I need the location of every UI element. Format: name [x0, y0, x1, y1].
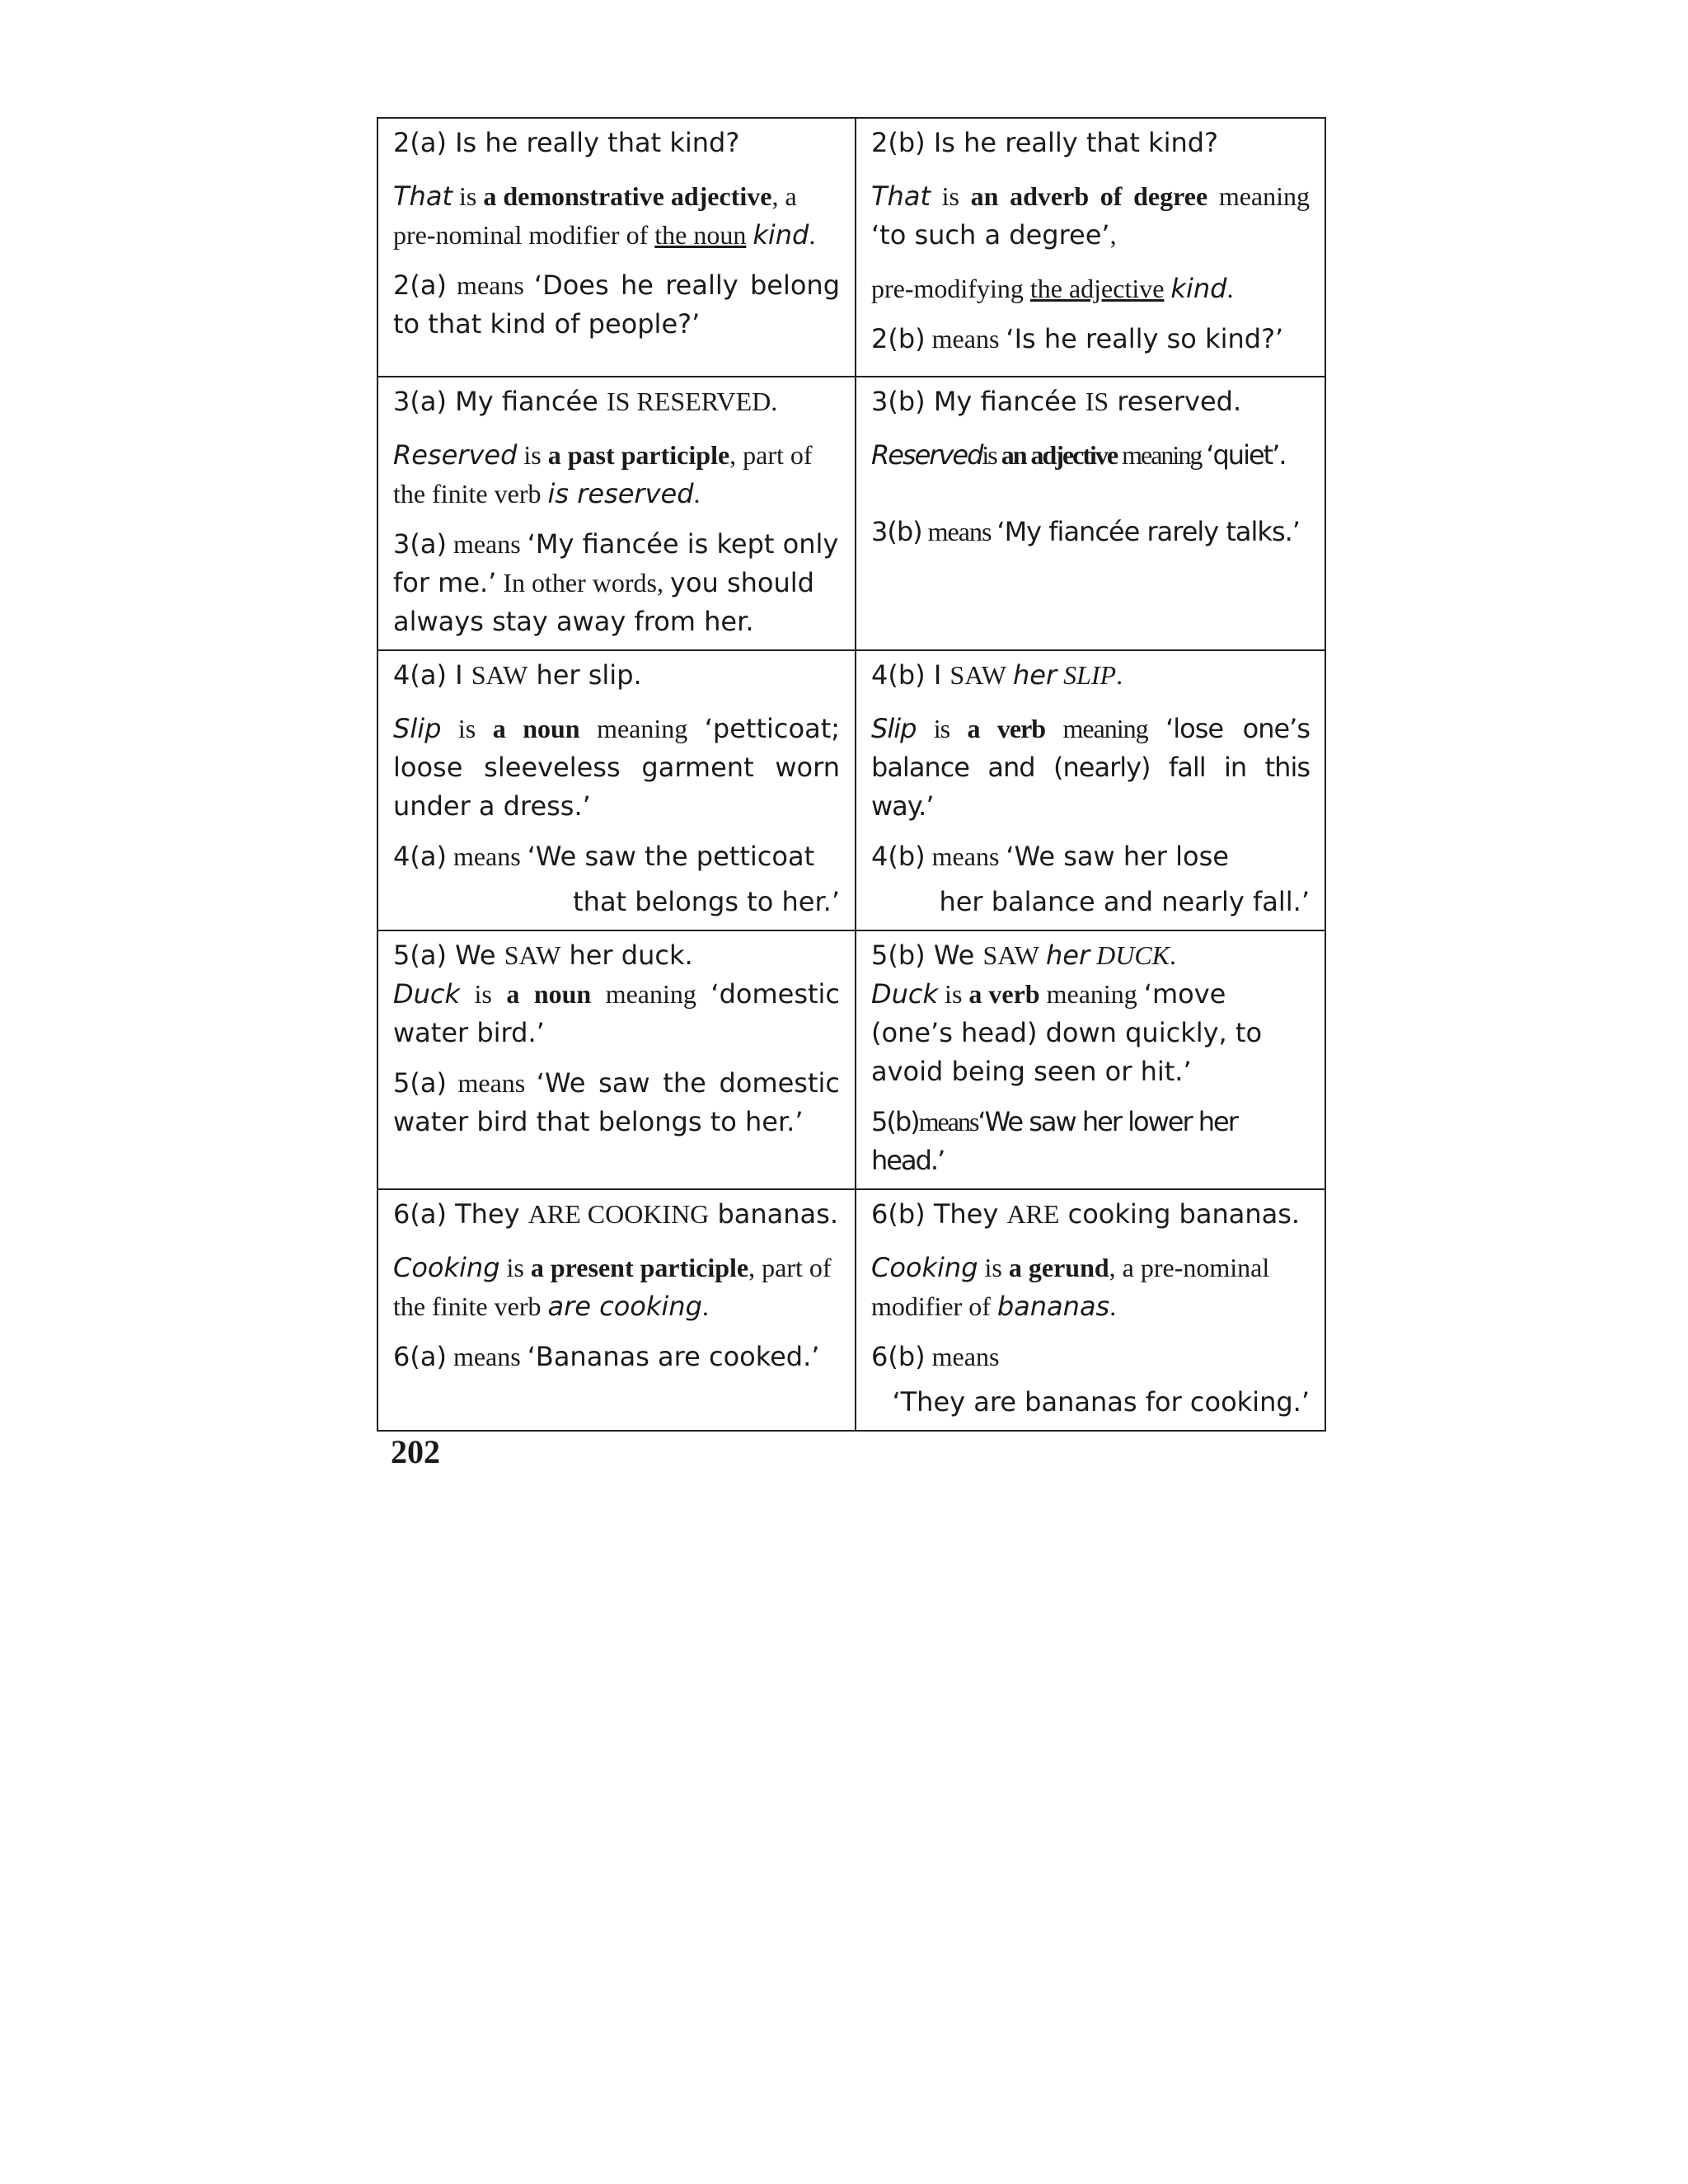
cell-premodifier: pre-modifying the adjective kind.	[871, 273, 1234, 304]
cell-meaning: 2(a) means ‘Does he really belong to that kind of people?’	[393, 269, 840, 340]
cell-meaning: 2(b) means ‘Is he really so kind?’	[871, 323, 1284, 354]
cell-heading: 2(b) Is he really that kind?	[871, 127, 1219, 158]
page-number: 202	[391, 1433, 440, 1470]
cell-heading: 2(a) Is he really that kind?	[393, 127, 740, 158]
cell-6a	[377, 1189, 856, 1431]
cell-meaning: 4(b) means ‘We saw her lose	[871, 841, 1229, 872]
table-row	[377, 930, 1325, 1189]
cell-explanation: Duck is a noun meaning ‘domestic water bird.’	[393, 978, 841, 1048]
cell-meaning: 5(b)means‘We saw her lower her head.’	[871, 1106, 1237, 1176]
cell-explanation: Slip is a noun meaning ‘petticoat; loose sleeveless garment worn under a dress.’	[393, 713, 841, 822]
cell-explanation: Slip is a verb meaning ‘lose one’s balance and (nearly) fall in this way.’	[871, 713, 1311, 822]
table-row	[377, 377, 1325, 650]
cell-4b	[856, 650, 1325, 930]
cell-heading: 5(b) We SAW her DUCK.	[871, 940, 1177, 971]
cell-explanation: Reservedis an adjective meaning ‘quiet’.	[871, 439, 1286, 471]
cell-meaning-continuation: ‘They are bananas for cooking.’	[892, 1386, 1310, 1418]
cell-meaning: 5(a) means ‘We saw the domestic water bird that belongs to her.’	[393, 1067, 841, 1137]
cell-explanation: Cooking is a present participle, part of the finite verb are cooking.	[393, 1252, 832, 1322]
cell-3a	[377, 377, 856, 650]
cell-meaning-continuation: that belongs to her.’	[573, 886, 840, 917]
cell-meaning: 6(a) means ‘Bananas are cooked.’	[393, 1341, 820, 1372]
cell-3b	[856, 377, 1325, 650]
cell-6b	[856, 1189, 1325, 1431]
cell-explanation: That is a demonstrative adjective, a pre-nominal modifier of the noun kind.	[393, 180, 816, 251]
table-row	[377, 1189, 1325, 1431]
cell-heading: 3(b) My fiancée IS reserved.	[871, 386, 1242, 417]
cell-2a	[377, 118, 856, 377]
cell-explanation: Cooking is a gerund, a pre-nominal modifier of bananas.	[871, 1252, 1270, 1322]
cell-meaning-continuation: her balance and nearly fall.’	[939, 886, 1310, 917]
cell-heading: 5(a) We SAW her duck.	[393, 940, 693, 971]
cell-heading: 4(b) I SAW her SLIP.	[871, 659, 1123, 691]
cell-heading: 6(b) They ARE cooking bananas.	[871, 1198, 1301, 1230]
cell-4a	[377, 650, 856, 930]
cell-heading: 6(a) They ARE COOKING bananas.	[393, 1198, 838, 1230]
grammar-comparison-table	[377, 117, 1326, 1432]
cell-meaning: 3(a) means ‘My fiancée is kept only for me.’ In other words, you should always stay away from her.	[393, 528, 839, 637]
cell-explanation: Duck is a verb meaning ‘move (one’s head) down quickly, to avoid being seen or hit.’	[871, 978, 1263, 1087]
cell-2b	[856, 118, 1325, 377]
cell-heading: 4(a) I SAW her slip.	[393, 659, 642, 691]
cell-5b	[856, 930, 1325, 1189]
cell-meaning: 3(b) means ‘My fiancée rarely talks.’	[871, 516, 1300, 547]
cell-explanation: That is an adverb of degree meaning ‘to such a degree’,	[871, 180, 1311, 251]
cell-meaning: 4(a) means ‘We saw the petticoat	[393, 841, 815, 872]
table-row	[377, 118, 1325, 377]
cell-explanation: Reserved is a past participle, part of the finite verb is reserved.	[393, 439, 813, 509]
cell-heading: 3(a) My fiancée IS RESERVED.	[393, 386, 778, 417]
cell-meaning: 6(b) means	[871, 1341, 1000, 1372]
cell-5a	[377, 930, 856, 1189]
table-row	[377, 650, 1325, 930]
